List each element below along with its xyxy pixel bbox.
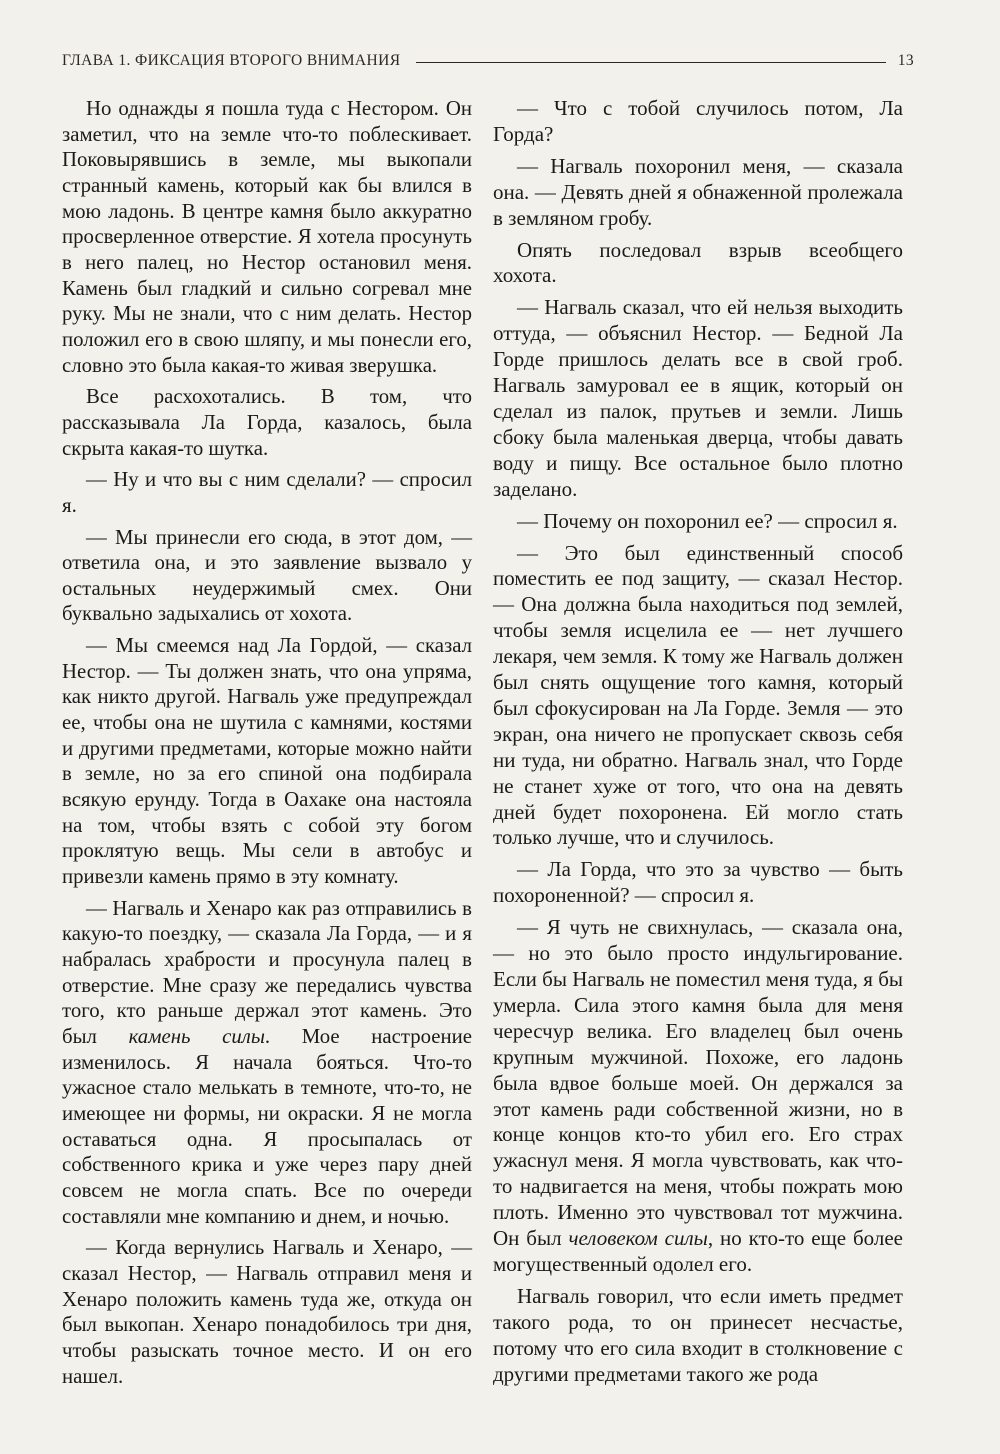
- running-header: [62, 49, 914, 73]
- right-column: [493, 96, 903, 1388]
- chapter-title: ГЛАВА 1. ФИКСАЦИЯ ВТОРОГО ВНИМАНИЯ: [62, 52, 401, 69]
- paragraph: — Когда вернулись Нагваль и Хенаро, — сказал Нестор, — Нагваль отправил меня и Хенаро положить камень туда же, откуда он был выкопан. Хенаро понадобилось три дня, чтобы разыскать точное место. И он его нашел.: [62, 1236, 472, 1388]
- paragraph: — Я чуть не свихнулась, — сказала она, — но это было просто индульгирование. Если бы Нагваль не поместил меня туда, я бы умерла. Сила этого камня была для меня чересчур велика. Его владелец был очень крупным мужчиной. Похоже, его ладонь была вдвое больше моей. Он держался за этот камень ради собственной жизни, но в конце концов кто-то убил его. Его страх ужаснул меня. Я могла чувствовать, как что-то надвигается на меня, чтобы пожрать мою плоть. Именно это чувствовал тот мужчина. Он был человеком силы, но кто-то еще более могущественный одолел его.: [493, 915, 903, 1276]
- paragraph: — Это был единственный способ поместить ее под защиту, — сказал Нестор. — Она должна была находиться под землей, чтобы земля исцелила ее — нет лучшего лекаря, чем земля. К тому же Нагваль должен был снять ощущение того камня, который был сфокусирован на Ла Горде. Земля — это экран, она ничего не пропускает сквозь себя ни туда, ни обратно. Нагваль знал, что Горде не станет хуже от того, что она на девять дней будет похоронена. Ей могло стать только лучше, что и случилось.: [493, 540, 903, 850]
- paragraph: — Ну и что вы с ним сделали? — спросил я.: [62, 468, 472, 517]
- italic-term: человеком силы: [568, 1226, 708, 1251]
- paragraph: — Нагваль и Хенаро как раз отправились в какую-то поездку, — сказала Ла Горда, — и я набралась храбрости и просунула палец в отверстие. Мне сразу же передались чувства того, кто раньше держал этот камень. Это был камень силы. Мое настроение изменилось. Я начала бояться. Что-то ужасное стало мелькать в темноте, что-то, не имеющее ни формы, ни окраски. Я не могла оставаться одна. Я просыпалась от собственного крика и уже через пару дней совсем не могла спать. Все по очереди составляли мне компанию и днем, и ночью.: [62, 896, 472, 1228]
- paragraph: — Мы смеемся над Ла Гордой, — сказал Нестор. — Ты должен знать, что она упряма, как никто другой. Нагваль уже предупреждал ее, чтобы она не шутила с камнями, костями и другими предметами, которые можно найти в земле, но за его спиной она подбирала всякую ерунду. Тогда в Оахаке она настояла на том, чтобы взять с собой эту богом проклятую вещь. Мы сели в автобус и привезли камень прямо в эту комнату.: [62, 634, 472, 889]
- paragraph: — Нагваль похоронил меня, — сказала она. — Девять дней я обнаженной пролежала в земляном гробу.: [493, 153, 903, 230]
- italic-term: камень силы: [128, 1024, 265, 1048]
- page-number: 13: [897, 52, 914, 69]
- paragraph: Но однажды я пошла туда с Нестором. Он заметил, что на земле что-то поблескивает. Поковырявшись в земле, мы выкопали странный камень, который как бы влился в мою ладонь. В центре камня было аккуратно просверленное отверстие. Я хотела просунуть в него палец, но Нестор остановил меня. Камень был гладкий и сильно согревал мне руку. Мы не знали, что с ним делать. Нестор положил его в свою шляпу, и мы понесли его, словно это была какая-то живая зверушка.: [62, 97, 472, 377]
- paragraph: Нагваль говорил, что если иметь предмет такого рода, то он принесет несчастье, потому что его сила входит в столкновение с другими предметами такого же рода: [493, 1283, 903, 1386]
- paragraph: — Ла Горда, что это за чувство — быть похороненной? — спросил я.: [493, 857, 903, 908]
- left-column: [62, 96, 472, 1389]
- header-rule: [416, 62, 885, 63]
- paragraph: Все расхохотались. В том, что рассказывала Ла Горда, казалось, была скрыта какая-то шутка.: [62, 385, 472, 460]
- paragraph: — Почему он похоронил ее? — спросил я.: [517, 508, 898, 533]
- paragraph: Опять последовал взрыв всеобщего хохота.: [493, 237, 903, 288]
- paragraph: — Нагваль сказал, что ей нельзя выходить оттуда, — объяснил Нестор. — Бедной Ла Горде пришлось делать все в свой гроб. Нагваль замуровал ее в ящик, который он сделал из палок, прутьев и земли. Лишь сбоку была маленькая дверца, чтобы давать воду и пищу. Все остальное было плотно заделано.: [493, 295, 903, 501]
- paragraph: — Мы принесли его сюда, в этот дом, — ответила она, и это заявление вызвало у остальных неудержимый смех. Они буквально задыхались от хохота.: [62, 525, 472, 626]
- paragraph: — Что с тобой случилось потом, Ла Горда?: [493, 96, 903, 146]
